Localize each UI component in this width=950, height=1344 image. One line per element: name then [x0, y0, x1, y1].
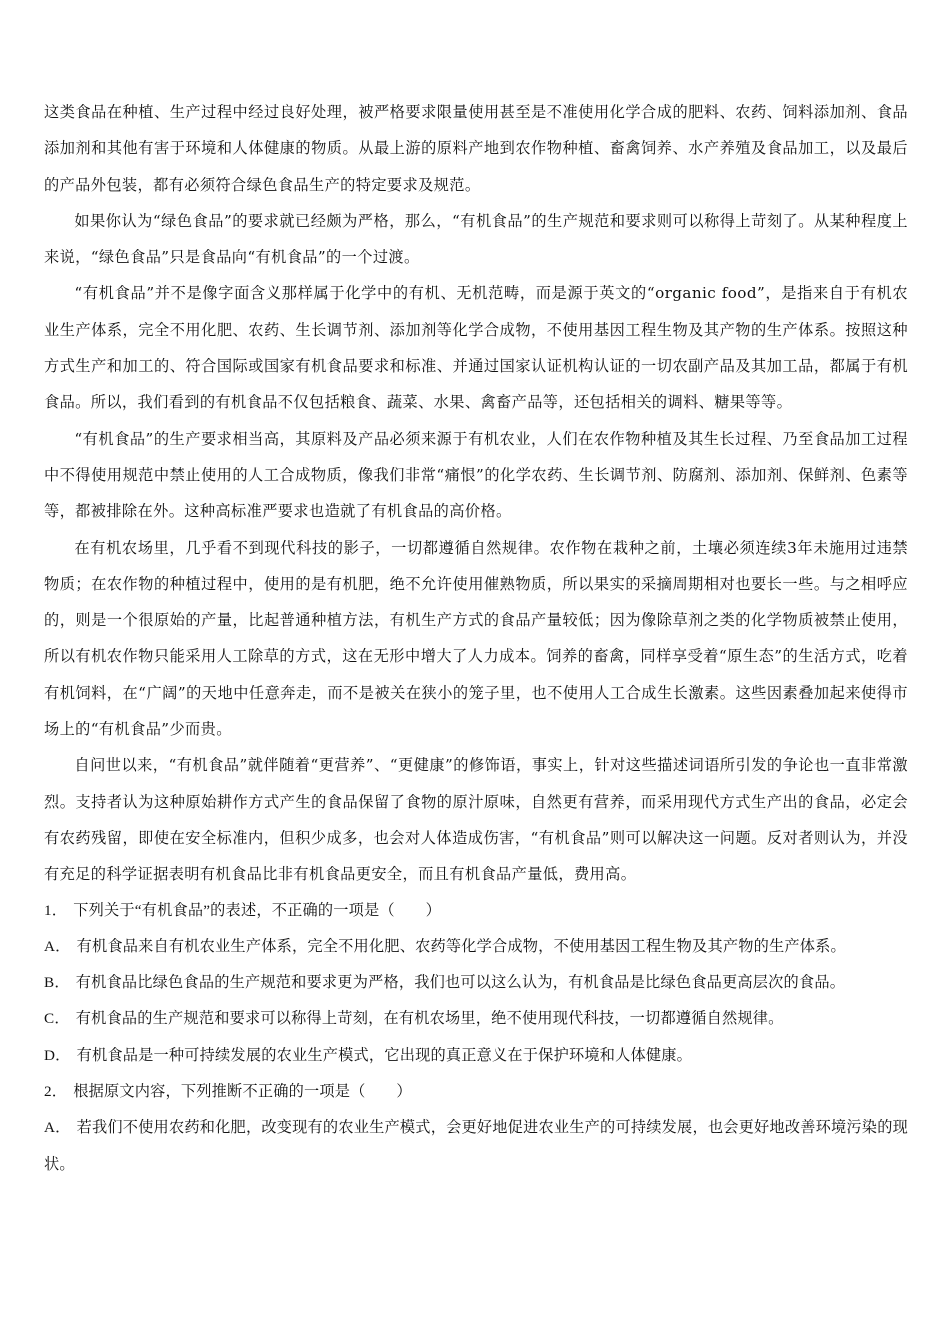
option-text: 若我们不使用农药和化肥，改变现有的农业生产模式，会更好地促进农业生产的可持续发展，也会更好地改善环境污染的现状。 — [44, 1119, 908, 1173]
document-page — [44, 94, 908, 1183]
question-text: 下列关于“有机食品”的表述，不正确的一项是（ ） — [73, 901, 441, 919]
option-c — [44, 1001, 908, 1037]
option-letter: C． — [44, 1010, 70, 1028]
option-letter: B． — [44, 974, 70, 992]
question-1 — [44, 893, 908, 1074]
option-d — [44, 1038, 908, 1074]
question-number: 2． — [44, 1083, 68, 1101]
question-2 — [44, 1074, 908, 1183]
passage-paragraph-1: 这类食品在种植、生产过程中经过良好处理，被严格要求限量使用甚至是不准使用化学合成的肥料、农药、饲料添加剂、食品添加剂和其他有害于环境和人体健康的物质。从最上游的原料产地到农作物种植、畜禽饲养、水产养殖及食品加工，以及最后的产品外包装，都有必须符合绿色食品生产的特定要求及规范。 — [44, 103, 908, 194]
passage-paragraph-5: 在有机农场里，几乎看不到现代科技的影子，一切都遵循自然规律。农作物在栽种之前，土壤必须连续3年未施用过违禁物质；在农作物的种植过程中，使用的是有机肥，绝不允许使用催熟物质，所以果实的采摘周期相对也要长一些。与之相呼应的，则是一个很原始的产量，比起普通种植方法，有机生产方式的食品产量较低；因为像除草剂之类的化学物质被禁止使用，所以有机农作物只能采用人工除草的方式，这在无形中增大了人力成本。饲养的畜禽，同样享受着“原生态”的生活方式，吃着有机饲料，在“广阔”的天地中任意奔走，而不是被关在狭小的笼子里，也不使用人工合成生长激素。这些因素叠加起来使得市场上的“有机食品”少而贵。 — [44, 538, 908, 739]
option-text: 有机食品是一种可持续发展的农业生产模式，它出现的真正意义在于保护环境和人体健康。 — [76, 1046, 693, 1064]
question-number: 1． — [44, 901, 68, 919]
passage-paragraph-2: 如果你认为“绿色食品”的要求就已经颇为严格，那么，“有机食品”的生产规范和要求则可以称得上苛刻了。从某种程度上来说，“绿色食品”只是食品向“有机食品”的一个过渡。 — [44, 211, 908, 267]
question-stem — [44, 893, 908, 929]
question-text: 根据原文内容，下列推断不正确的一项是（ ） — [73, 1083, 412, 1101]
option-letter: D． — [44, 1046, 71, 1064]
passage-paragraph-4: “有机食品”的生产要求相当高，其原料及产品必须来源于有机农业，人们在农作物种植及其生长过程、乃至食品加工过程中不得使用规范中禁止使用的人工合成物质，像我们非常“痛恨”的化学农药、生长调节剂、防腐剂、添加剂、保鲜剂、色素等等，都被排除在外。这种高标准严要求也造就了有机食品的高价格。 — [44, 429, 908, 521]
option-a — [44, 1110, 908, 1183]
option-b — [44, 965, 908, 1001]
option-text: 有机食品来自有机农业生产体系，完全不用化肥、农药等化学合成物，不使用基因工程生物及其产物的生产体系。 — [76, 937, 846, 955]
option-text: 有机食品的生产规范和要求可以称得上苛刻，在有机农场里，绝不使用现代科技，一切都遵循自然规律。 — [75, 1010, 784, 1028]
passage-paragraph-6: 自问世以来，“有机食品”就伴随着“更营养”、“更健康”的修饰语，事实上，针对这些描述词语所引发的争论也一直非常激烈。支持者认为这种原始耕作方式产生的食品保留了食物的原汁原味，自然更有营养，而采用现代方式生产出的食品，必定会有农药残留，即使在安全标准内，但积少成多，也会对人体造成伤害，“有机食品”则可以解决这一问题。反对者则认为，并没有充足的科学证据表明有机食品比非有机食品更安全，而且有机食品产量低，费用高。 — [44, 756, 908, 884]
option-text: 有机食品比绿色食品的生产规范和要求更为严格，我们也可以这么认为，有机食品是比绿色食品更高层次的食品。 — [75, 974, 846, 992]
option-letter: A． — [44, 937, 71, 955]
option-letter: A． — [44, 1119, 71, 1137]
question-stem — [44, 1074, 908, 1110]
passage-paragraph-3: “有机食品”并不是像字面含义那样属于化学中的有机、无机范畴，而是源于英文的“organic food”，是指来自于有机农业生产体系，完全不用化肥、农药、生长调节剂、添加剂等化学合成物，不使用基因工程生物及其产物的生产体系。按照这种方式生产和加工的、符合国际或国家有机食品要求和标准、并通过国家认证机构认证的一切农副产品及其加工品，都属于有机食品。所以，我们看到的有机食品不仅包括粮食、蔬菜、水果、禽畜产品等，还包括相关的调料、糖果等等。 — [44, 284, 908, 412]
option-a — [44, 929, 908, 965]
